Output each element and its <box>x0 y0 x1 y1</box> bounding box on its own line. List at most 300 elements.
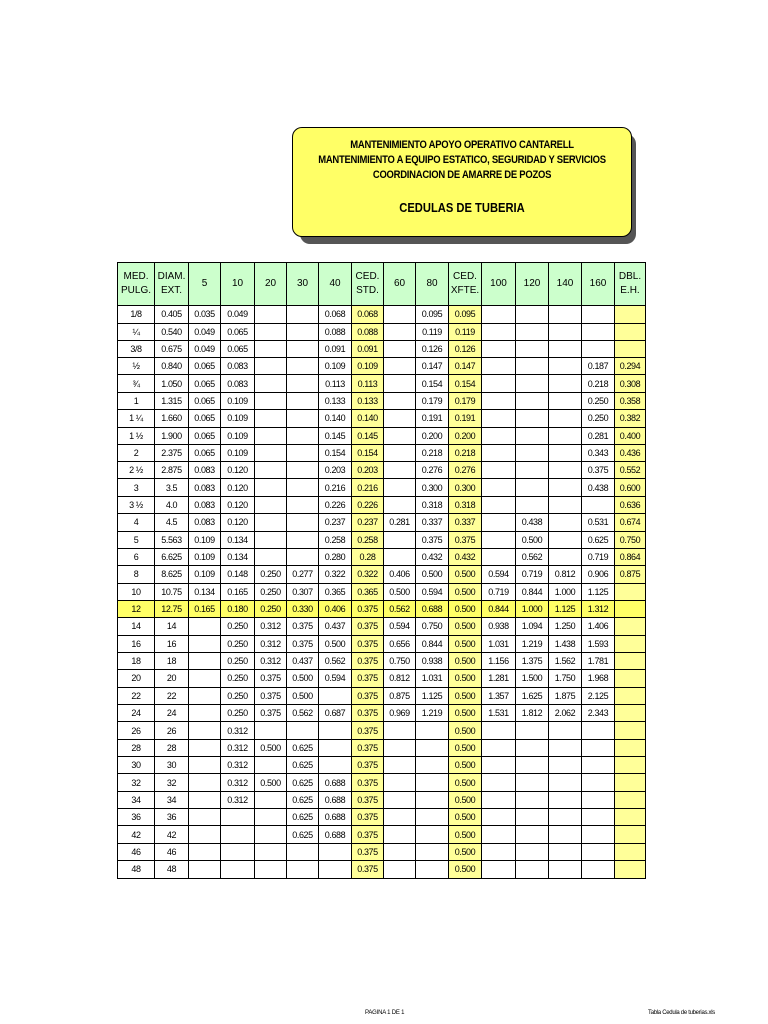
table-cell <box>384 392 416 409</box>
table-cell: 30 <box>155 756 189 774</box>
table-cell <box>516 410 549 428</box>
table-cell: 0.337 <box>449 514 482 532</box>
table-cell: 0.200 <box>416 427 449 444</box>
table-cell: 0.844 <box>416 635 449 652</box>
table-cell: 1.031 <box>416 670 449 687</box>
table-cell: 0.375 <box>352 861 384 879</box>
table-cell <box>384 358 416 375</box>
table-cell <box>615 618 646 636</box>
table-row <box>118 340 646 358</box>
table-cell <box>582 323 615 340</box>
table-cell: 0.218 <box>449 444 482 462</box>
table-cell <box>255 410 287 428</box>
table-cell: 0.500 <box>449 722 482 740</box>
table-cell: 0.065 <box>221 340 255 358</box>
table-cell: ¾ <box>118 375 155 393</box>
table-cell <box>582 340 615 358</box>
table-cell: 0.540 <box>155 323 189 340</box>
table-cell: 3 <box>118 479 155 497</box>
table-cell: 0.312 <box>255 652 287 670</box>
table-cell: 0.049 <box>189 323 221 340</box>
table-cell: 1 <box>118 392 155 409</box>
table-cell: 0.375 <box>352 601 384 618</box>
table-cell: 1 ½ <box>118 427 155 444</box>
table-cell <box>319 756 352 774</box>
table-cell <box>615 809 646 826</box>
table-cell <box>189 652 221 670</box>
table-cell: 0.109 <box>221 410 255 428</box>
table-cell: 1.281 <box>482 670 516 687</box>
table-cell: 0.938 <box>416 652 449 670</box>
column-header-text: 80 <box>426 278 438 289</box>
table-cell <box>287 375 319 393</box>
table-cell: 0.109 <box>189 531 221 548</box>
table-cell: 10 <box>118 583 155 601</box>
table-cell: 0.375 <box>352 635 384 652</box>
table-cell: 20 <box>155 670 189 687</box>
table-cell <box>255 843 287 860</box>
table-cell: 0.562 <box>287 705 319 722</box>
table-cell: 0.500 <box>449 705 482 722</box>
table-cell: 0.065 <box>221 323 255 340</box>
table-cell <box>287 306 319 324</box>
table-cell: 0.625 <box>287 774 319 791</box>
column-header <box>352 263 384 306</box>
table-cell <box>287 531 319 548</box>
table-cell <box>416 774 449 791</box>
table-row <box>118 635 646 652</box>
table-cell: 0.938 <box>482 618 516 636</box>
table-cell <box>221 809 255 826</box>
table-cell: 0.312 <box>221 791 255 809</box>
table-cell <box>482 722 516 740</box>
table-cell <box>482 479 516 497</box>
table-cell: 0.294 <box>615 358 646 375</box>
table-cell: 0.436 <box>615 444 646 462</box>
table-cell: 1.315 <box>155 392 189 409</box>
table-cell <box>255 722 287 740</box>
table-cell: 0.250 <box>221 652 255 670</box>
table-cell <box>549 531 582 548</box>
table-cell: 0.375 <box>255 670 287 687</box>
table-cell <box>615 601 646 618</box>
table-cell <box>516 826 549 844</box>
table-cell: 0.500 <box>449 670 482 687</box>
table-cell <box>416 739 449 756</box>
table-cell: 0.179 <box>449 392 482 409</box>
table-cell: 0.119 <box>416 323 449 340</box>
table-cell: 1.812 <box>516 705 549 722</box>
table-cell: ¼ <box>118 323 155 340</box>
table-row <box>118 652 646 670</box>
table-cell <box>384 444 416 462</box>
table-cell: 0.312 <box>221 774 255 791</box>
table-cell <box>189 861 221 879</box>
table-cell: 0.109 <box>189 566 221 583</box>
table-cell <box>287 722 319 740</box>
table-cell <box>482 774 516 791</box>
table-cell <box>189 722 221 740</box>
table-cell: 0.500 <box>449 809 482 826</box>
table-cell: 26 <box>155 722 189 740</box>
table-cell: 0.330 <box>287 601 319 618</box>
table-row <box>118 687 646 705</box>
table-cell: 1.219 <box>516 635 549 652</box>
table-cell <box>582 739 615 756</box>
table-cell: 0.432 <box>449 548 482 566</box>
table-cell <box>615 774 646 791</box>
table-cell <box>255 358 287 375</box>
table-cell: 0.126 <box>449 340 482 358</box>
table-cell <box>416 843 449 860</box>
table-cell: 0.095 <box>449 306 482 324</box>
column-header-text: 140 <box>556 278 574 289</box>
table-cell: 0.065 <box>189 358 221 375</box>
column-header-text: 160 <box>589 278 607 289</box>
table-cell: 0.812 <box>384 670 416 687</box>
table-cell: 0.375 <box>352 687 384 705</box>
table-cell: 2.375 <box>155 444 189 462</box>
table-cell <box>189 687 221 705</box>
table-cell: 0.083 <box>221 375 255 393</box>
table-row <box>118 444 646 462</box>
table-cell: 0.500 <box>449 652 482 670</box>
column-header <box>319 263 352 306</box>
table-row <box>118 756 646 774</box>
table-cell: 0.688 <box>319 809 352 826</box>
table-cell <box>384 809 416 826</box>
table-cell <box>255 392 287 409</box>
table-cell <box>482 410 516 428</box>
table-cell: 0.154 <box>352 444 384 462</box>
banner-line-3: COORDINACION DE AMARRE DE POZOS <box>372 169 552 181</box>
table-cell <box>615 306 646 324</box>
table-cell: 0.375 <box>352 739 384 756</box>
table-cell: 22 <box>155 687 189 705</box>
table-cell: 0.675 <box>155 340 189 358</box>
table-cell <box>582 774 615 791</box>
table-cell <box>615 687 646 705</box>
column-header-text: E.H. <box>620 285 640 296</box>
table-cell <box>549 739 582 756</box>
table-cell: 48 <box>155 861 189 879</box>
table-cell <box>416 722 449 740</box>
table-cell: 0.133 <box>352 392 384 409</box>
table-cell: 0.500 <box>449 635 482 652</box>
table-cell: 0.109 <box>221 444 255 462</box>
column-header <box>384 263 416 306</box>
table-cell: 0.200 <box>449 427 482 444</box>
column-header-text: 60 <box>393 278 406 289</box>
table-cell <box>516 306 549 324</box>
table-cell <box>549 791 582 809</box>
table-cell <box>516 756 549 774</box>
table-cell <box>482 809 516 826</box>
table-cell <box>615 791 646 809</box>
table-cell: 0.154 <box>416 375 449 393</box>
table-cell: 0.594 <box>482 566 516 583</box>
column-header <box>482 263 516 306</box>
table-cell: 0.500 <box>449 843 482 860</box>
table-cell <box>287 843 319 860</box>
table-cell <box>549 306 582 324</box>
table-cell: 0.276 <box>416 462 449 479</box>
table-cell: 0.120 <box>221 514 255 532</box>
table-cell <box>255 427 287 444</box>
column-header <box>582 263 615 306</box>
table-cell: 0.280 <box>319 548 352 566</box>
table-cell: 0.120 <box>221 479 255 497</box>
table-cell: 0.091 <box>319 340 352 358</box>
table-cell: 1.050 <box>155 375 189 393</box>
column-header <box>615 263 646 306</box>
table-cell <box>287 323 319 340</box>
table-cell: 0.500 <box>449 791 482 809</box>
table-cell: 0.500 <box>449 774 482 791</box>
table-cell <box>516 791 549 809</box>
column-header-text: XFTE. <box>450 285 480 296</box>
table-cell <box>384 739 416 756</box>
table-cell <box>416 791 449 809</box>
table-cell <box>549 340 582 358</box>
table-cell: 0.375 <box>352 756 384 774</box>
table-cell: 1.000 <box>516 601 549 618</box>
table-cell: 1/8 <box>118 306 155 324</box>
table-cell: 0.400 <box>615 427 646 444</box>
table-cell <box>255 514 287 532</box>
table-cell: 6 <box>118 548 155 566</box>
column-header <box>549 263 582 306</box>
table-cell <box>189 739 221 756</box>
table-cell: 18 <box>118 652 155 670</box>
column-header <box>255 263 287 306</box>
table-cell: 0.083 <box>221 358 255 375</box>
table-cell: 0.750 <box>384 652 416 670</box>
table-cell <box>189 791 221 809</box>
column-header-text: 10 <box>231 278 244 289</box>
table-cell <box>384 427 416 444</box>
table-cell: 0.035 <box>189 306 221 324</box>
table-cell: 42 <box>155 826 189 844</box>
table-cell <box>549 358 582 375</box>
table-cell: 0.250 <box>582 410 615 428</box>
table-cell: 4.0 <box>155 496 189 513</box>
table-cell: 2.875 <box>155 462 189 479</box>
column-header-text: 120 <box>523 278 541 289</box>
table-cell: 0.688 <box>319 826 352 844</box>
table-cell: 0.719 <box>582 548 615 566</box>
table-cell: 0.375 <box>352 670 384 687</box>
table-cell: 1.125 <box>416 687 449 705</box>
table-cell <box>221 826 255 844</box>
table-cell: 0.437 <box>287 652 319 670</box>
table-cell <box>255 340 287 358</box>
table-cell: 0.088 <box>319 323 352 340</box>
table-cell: 0.719 <box>482 583 516 601</box>
table-cell: 0.406 <box>384 566 416 583</box>
table-cell: 1.312 <box>582 601 615 618</box>
table-cell: 0.226 <box>319 496 352 513</box>
table-cell: 0.438 <box>582 479 615 497</box>
title-banner <box>292 127 632 237</box>
table-cell <box>549 392 582 409</box>
table-cell <box>482 739 516 756</box>
table-cell <box>189 843 221 860</box>
table-cell: 0.250 <box>255 583 287 601</box>
table-cell <box>549 375 582 393</box>
table-cell <box>549 756 582 774</box>
table-cell: 0.688 <box>319 791 352 809</box>
table-cell <box>384 323 416 340</box>
table-cell <box>482 462 516 479</box>
table-cell: 0.277 <box>287 566 319 583</box>
column-header <box>118 263 155 306</box>
table-cell: 28 <box>155 739 189 756</box>
table-cell: 0.113 <box>352 375 384 393</box>
header-row <box>118 263 646 306</box>
table-cell: 2.125 <box>582 687 615 705</box>
table-row <box>118 739 646 756</box>
table-cell: 0.322 <box>319 566 352 583</box>
table-cell <box>255 496 287 513</box>
table-cell: 0.375 <box>352 722 384 740</box>
table-cell: 0.154 <box>449 375 482 393</box>
table-cell: 3.5 <box>155 479 189 497</box>
table-cell <box>416 809 449 826</box>
table-cell <box>189 670 221 687</box>
table-cell <box>255 462 287 479</box>
table-cell: 26 <box>118 722 155 740</box>
table-cell <box>189 705 221 722</box>
column-header <box>155 263 189 306</box>
table-cell: 0.375 <box>352 826 384 844</box>
table-cell <box>615 670 646 687</box>
table-cell: 0.140 <box>319 410 352 428</box>
table-cell: 0.083 <box>189 496 221 513</box>
table-cell: 22 <box>118 687 155 705</box>
table-cell: 1.125 <box>549 601 582 618</box>
table-cell: 28 <box>118 739 155 756</box>
table-cell: 0.840 <box>155 358 189 375</box>
column-header-text: 5 <box>201 278 208 289</box>
table-cell: 0.625 <box>287 809 319 826</box>
table-cell <box>549 514 582 532</box>
table-cell: 0.875 <box>384 687 416 705</box>
table-cell <box>384 722 416 740</box>
table-cell: 0.562 <box>319 652 352 670</box>
table-cell: 24 <box>155 705 189 722</box>
table-cell <box>319 739 352 756</box>
column-header <box>287 263 319 306</box>
table-cell: 36 <box>155 809 189 826</box>
table-cell <box>615 722 646 740</box>
table-cell <box>416 826 449 844</box>
table-row <box>118 427 646 444</box>
table-cell: 0.065 <box>189 427 221 444</box>
table-cell: 0.406 <box>319 601 352 618</box>
table-cell <box>189 618 221 636</box>
table-cell <box>287 479 319 497</box>
column-header <box>516 263 549 306</box>
table-cell: 0.687 <box>319 705 352 722</box>
table-cell <box>384 306 416 324</box>
column-header-text: CED. <box>453 271 477 282</box>
table-cell <box>549 548 582 566</box>
table-cell <box>482 514 516 532</box>
table-cell: 0.109 <box>189 548 221 566</box>
table-cell <box>255 531 287 548</box>
table-row <box>118 791 646 809</box>
table-cell: 1.438 <box>549 635 582 652</box>
table-cell: 0.636 <box>615 496 646 513</box>
column-header-text: PULG. <box>120 285 151 296</box>
table-cell: 0.500 <box>449 756 482 774</box>
banner-line-2: MANTENIMIENTO A EQUIPO ESTATICO, SEGURIDAD Y SERVICIOS <box>318 154 606 166</box>
table-cell: 0.065 <box>189 410 221 428</box>
table-cell: 1.531 <box>482 705 516 722</box>
table-cell <box>549 323 582 340</box>
table-cell: 1.900 <box>155 427 189 444</box>
table-cell: 0.250 <box>221 670 255 687</box>
table-cell: 5.563 <box>155 531 189 548</box>
table-cell: 0.216 <box>319 479 352 497</box>
table-cell: 0.312 <box>255 635 287 652</box>
table-cell: 0.375 <box>255 687 287 705</box>
column-header-text: STD. <box>356 285 379 296</box>
table-row <box>118 601 646 618</box>
table-cell: 32 <box>118 774 155 791</box>
table-cell: 0.358 <box>615 392 646 409</box>
table-cell: 2 ½ <box>118 462 155 479</box>
table-cell: 0.500 <box>255 774 287 791</box>
table-cell <box>615 739 646 756</box>
table-cell: 0.191 <box>416 410 449 428</box>
table-cell: 34 <box>118 791 155 809</box>
table-row <box>118 705 646 722</box>
table-cell <box>189 774 221 791</box>
table-cell: 0.109 <box>221 392 255 409</box>
table-cell: 0.625 <box>582 531 615 548</box>
table-cell <box>287 410 319 428</box>
table-row <box>118 618 646 636</box>
table-cell <box>549 462 582 479</box>
column-header <box>449 263 482 306</box>
table-cell: 2.343 <box>582 705 615 722</box>
table-cell: 0.120 <box>221 496 255 513</box>
table-cell: 1.750 <box>549 670 582 687</box>
table-cell: 0.191 <box>449 410 482 428</box>
table-cell <box>582 722 615 740</box>
table-cell: 0.216 <box>352 479 384 497</box>
table-cell: 0.375 <box>287 618 319 636</box>
table-cell: 0.180 <box>221 601 255 618</box>
table-cell: 18 <box>155 652 189 670</box>
table-cell: 1.031 <box>482 635 516 652</box>
table-cell: 14 <box>118 618 155 636</box>
table-cell <box>416 756 449 774</box>
table-cell: 0.375 <box>352 705 384 722</box>
table-cell <box>287 548 319 566</box>
table-cell: 0.091 <box>352 340 384 358</box>
table-cell <box>549 496 582 513</box>
table-cell <box>516 444 549 462</box>
table-cell: 0.656 <box>384 635 416 652</box>
table-cell: 0.906 <box>582 566 615 583</box>
table-row <box>118 722 646 740</box>
table-cell: 0.237 <box>319 514 352 532</box>
table-cell <box>384 774 416 791</box>
table-cell <box>189 635 221 652</box>
